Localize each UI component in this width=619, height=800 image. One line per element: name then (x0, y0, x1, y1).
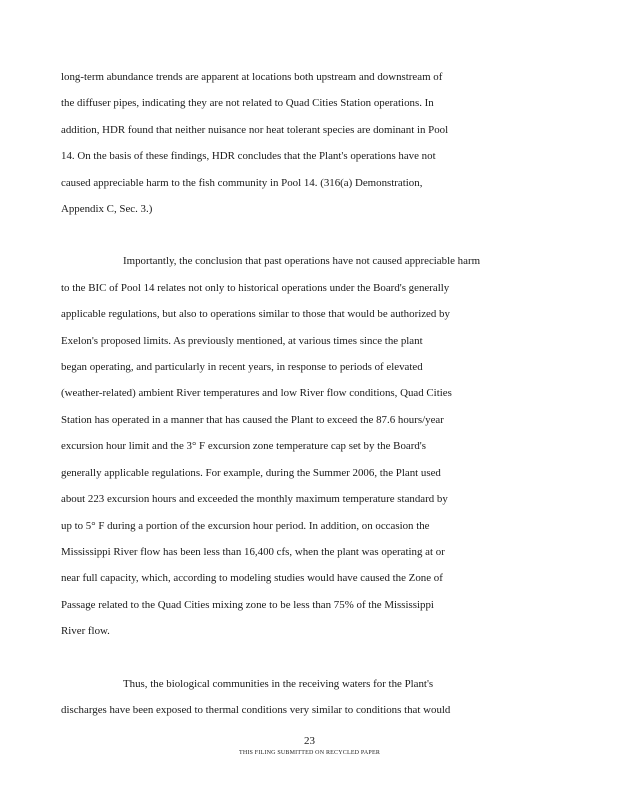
text-line: generally applicable regulations. For example, during the Summer 2006, the Plant used (61, 466, 441, 479)
text-line: discharges have been exposed to thermal conditions very similar to conditions that would (61, 703, 451, 716)
text-line: to the BIC of Pool 14 relates not only to historical operations under the Board's generally (61, 281, 450, 294)
paragraph-gap (61, 645, 561, 671)
page-number: 23 (304, 735, 315, 747)
text-line: about 223 excursion hours and exceeded the monthly maximum temperature standard by (61, 493, 448, 506)
paragraph-gap (61, 222, 561, 248)
text-line: Mississippi River flow has been less than 16,400 cfs, when the plant was operating at or (61, 545, 445, 558)
text-line: applicable regulations, but also to operations similar to those that would be authorized by (61, 308, 450, 321)
text-line: long-term abundance trends are apparent at locations both upstream and downstream of (61, 71, 443, 83)
text-line: excursion hour limit and the 3° F excursion zone temperature cap set by the Board's (61, 440, 427, 453)
text-line: Exelon's proposed limits. As previously mentioned, at various times since the plant (61, 334, 423, 347)
text-line: addition, HDR found that neither nuisance nor heat tolerant species are dominant in Pool (61, 123, 449, 136)
text-line: 14. On the basis of these findings, HDR concludes that the Plant's operations have not (61, 150, 436, 163)
recycled-paper-note: THIS FILING SUBMITTED ON RECYCLED PAPER (238, 750, 381, 756)
text-line: (weather-related) ambient River temperatures and low River flow conditions, Quad Cities (61, 387, 452, 400)
text-line: Appendix C, Sec. 3.) (61, 203, 153, 216)
text-line: Thus, the biological communities in the receiving waters for the Plant's (123, 677, 434, 690)
body-text (61, 64, 561, 723)
text-line: near full capacity, which, according to modeling studies would have caused the Zone of (61, 572, 443, 585)
text-line: Station has operated in a manner that has caused the Plant to exceed the 87.6 hours/year (61, 413, 444, 426)
text-line: began operating, and particularly in recent years, in response to periods of elevated (61, 361, 423, 374)
text-line: Importantly, the conclusion that past operations have not caused appreciable harm (123, 255, 481, 268)
text-line: the diffuser pipes, indicating they are not related to Quad Cities Station operations. In (61, 97, 434, 110)
text-line: Passage related to the Quad Cities mixing zone to be less than 75% of the Mississippi (61, 598, 434, 611)
text-line: River flow. (61, 625, 110, 638)
text-line: caused appreciable harm to the fish community in Pool 14. (316(a) Demonstration, (61, 176, 423, 189)
text-line: up to 5° F during a portion of the excursion hour period. In addition, on occasion the (61, 519, 430, 532)
